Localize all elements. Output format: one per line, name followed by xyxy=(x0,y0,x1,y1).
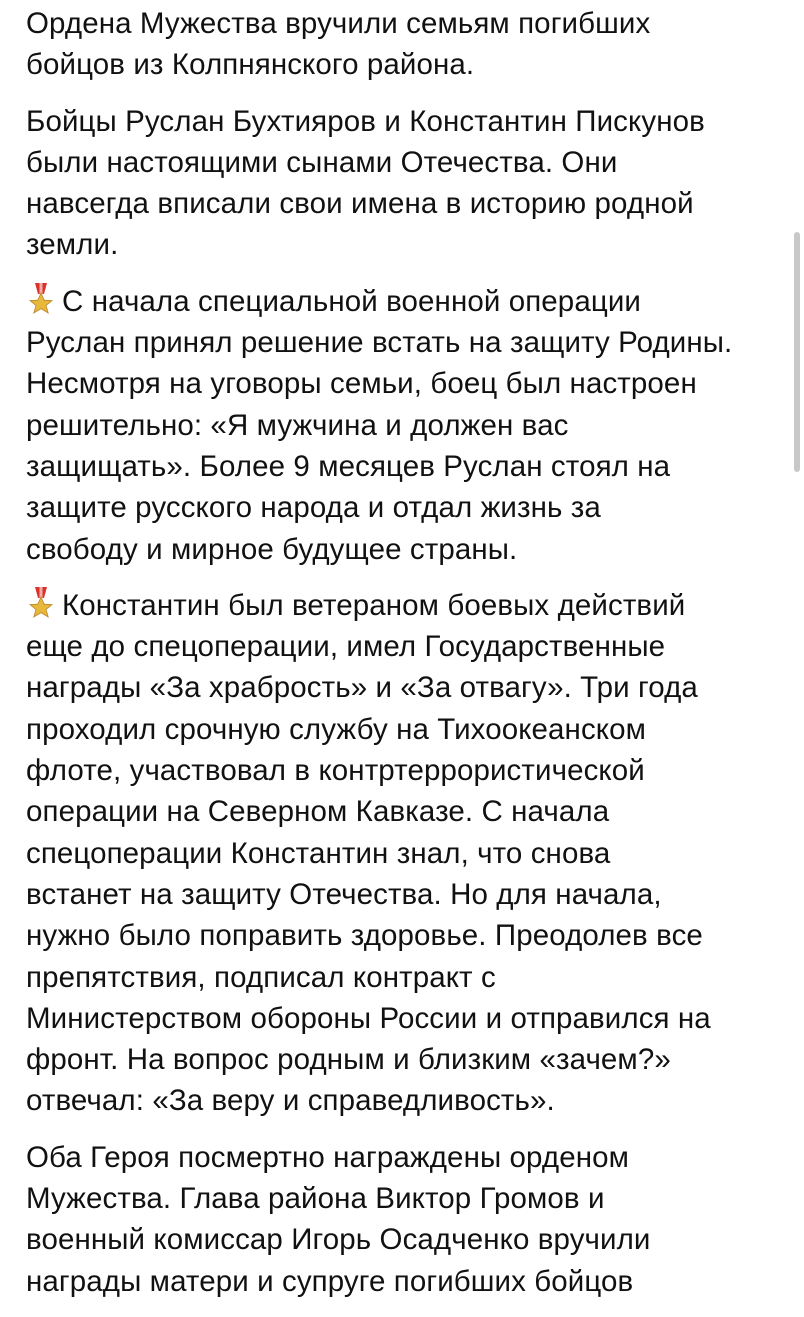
text-line xyxy=(26,529,786,570)
line-text: военный комиссар Игорь Осадченко вручили xyxy=(26,1223,651,1257)
text-line xyxy=(26,224,786,265)
paragraph xyxy=(26,1137,786,1302)
medal-star-icon xyxy=(26,587,56,619)
line-text: фронт. На вопрос родным и близким «зачем?» xyxy=(26,1043,671,1077)
text-line xyxy=(26,1080,786,1121)
line-text: свободу и мирное будущее страны. xyxy=(26,532,518,566)
text-line xyxy=(26,750,786,791)
line-text: навсегда вписали свои имена в историю родной xyxy=(26,187,694,221)
text-line xyxy=(26,487,786,528)
line-text: Руслан принял решение встать на защиту Родины. xyxy=(26,326,733,360)
article-text xyxy=(26,3,786,1317)
text-line xyxy=(26,874,786,915)
text-line xyxy=(26,957,786,998)
text-line xyxy=(26,183,786,224)
text-line xyxy=(26,833,786,874)
text-line xyxy=(26,709,786,750)
text-line xyxy=(26,915,786,956)
line-text: Мужества. Глава района Виктор Громов и xyxy=(26,1182,605,1216)
line-text: спецоперации Константин знал, что снова xyxy=(26,836,611,870)
medal-star-icon xyxy=(26,283,56,315)
line-text: решительно: «Я мужчина и должен вас xyxy=(26,408,569,442)
line-text: С начала специальной военной операции xyxy=(62,284,641,318)
line-text: Оба Героя посмертно награждены орденом xyxy=(26,1140,629,1174)
text-line xyxy=(26,1137,786,1178)
text-line xyxy=(26,791,786,832)
line-text: еще до спецоперации, имел Государственные xyxy=(26,630,666,664)
line-text: встанет на защиту Отечества. Но для начала, xyxy=(26,877,662,911)
line-text: Ордена Мужества вручили семьям погибших xyxy=(26,7,651,40)
text-line xyxy=(26,585,786,626)
text-line xyxy=(26,44,786,85)
line-text: Несмотря на уговоры семьи, боец был настроен xyxy=(26,367,697,401)
paragraph xyxy=(26,281,786,570)
line-text: операции на Северном Кавказе. С начала xyxy=(26,795,610,829)
text-line xyxy=(26,1178,786,1219)
text-line xyxy=(26,1261,786,1302)
text-line xyxy=(26,1039,786,1080)
text-line xyxy=(26,998,786,1039)
text-line xyxy=(26,446,786,487)
text-line xyxy=(26,101,786,142)
line-text: Бойцы Руслан Бухтияров и Константин Пискунов xyxy=(26,104,705,138)
line-text: отвечал: «За веру и справедливость». xyxy=(26,1084,555,1118)
text-line xyxy=(26,142,786,183)
text-line xyxy=(26,3,786,44)
text-line xyxy=(26,322,786,363)
line-text: защищать». Более 9 месяцев Руслан стоял на xyxy=(26,449,671,483)
text-line xyxy=(26,626,786,667)
text-line xyxy=(26,405,786,446)
line-text: бойцов из Колпнянского района. xyxy=(26,48,475,82)
paragraph xyxy=(26,101,786,266)
line-text: награды «За храбрость» и «За отвагу». Три года xyxy=(26,671,698,705)
scrollbar[interactable] xyxy=(794,232,800,472)
line-text: нужно было поправить здоровье. Преодолев все xyxy=(26,919,703,953)
line-text: защите русского народа и отдал жизнь за xyxy=(26,491,601,525)
line-text: Константин был ветераном боевых действий xyxy=(62,588,686,622)
line-text: награды матери и супруге погибших бойцов xyxy=(26,1264,634,1298)
text-line xyxy=(26,363,786,404)
paragraph xyxy=(26,3,786,86)
text-line xyxy=(26,281,786,322)
line-text: земли. xyxy=(26,228,119,262)
text-line xyxy=(26,1219,786,1260)
text-line xyxy=(26,667,786,708)
line-text: Министерством обороны России и отправился на xyxy=(26,1001,711,1035)
paragraph xyxy=(26,585,786,1122)
line-text: были настоящими сынами Отечества. Они xyxy=(26,145,618,179)
line-text: проходил срочную службу на Тихоокеанском xyxy=(26,712,647,746)
line-text: флоте, участвовал в контртеррористической xyxy=(26,754,645,788)
line-text: препятствия, подписал контракт с xyxy=(26,960,496,994)
